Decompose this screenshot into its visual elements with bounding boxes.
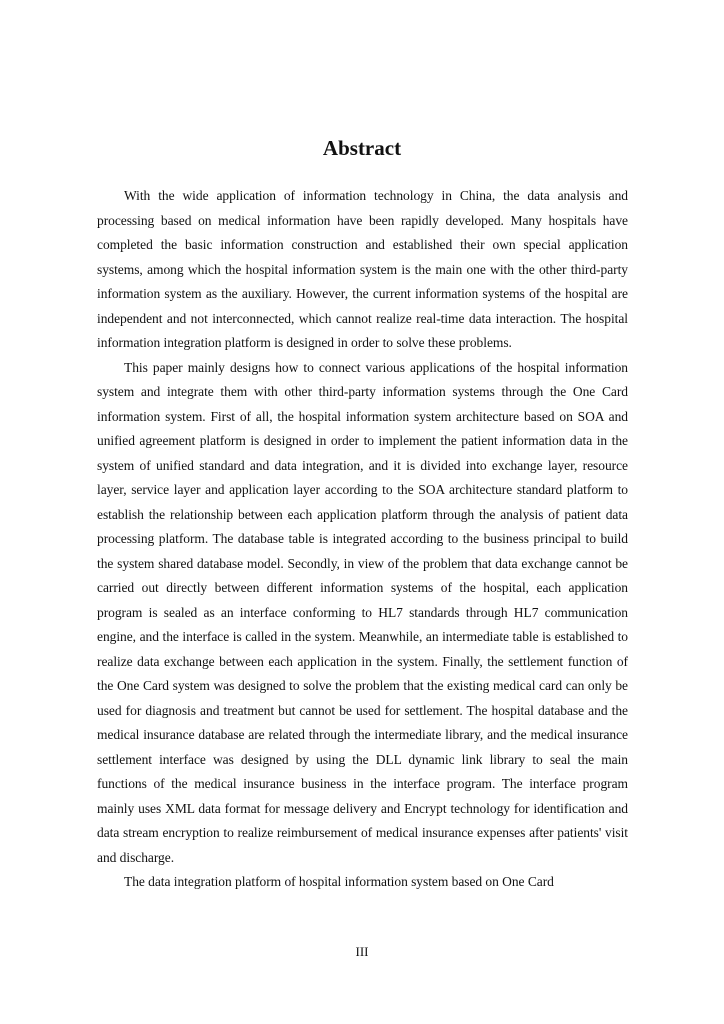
- page-number: III: [355, 944, 369, 959]
- abstract-paragraph-1: With the wide application of information technology in China, the data analysis and processing based on medical information have been rapidly developed. Many hospitals have completed the basic information construction and established their own special application systems, among which the hospital information system is the main one with the other third-party information system as the auxiliary. However, the current information systems of the hospital are independent and not interconnected, which cannot realize real-time data interaction. The hospital information integration platform is designed in order to solve these problems.: [97, 188, 628, 350]
- abstract-paragraph-2: This paper mainly designs how to connect various applications of the hospital information system and integrate them with other third-party information systems through the One Card information system. First of all, the hospital information system architecture based on SOA and unified agreement platform is designed in order to implement the patient information data in the system of unified standard and data integration, and it is divided into exchange layer, resource layer, service layer and application layer according to the SOA architecture standard platform to establish the relationship between each application platform through the analysis of patient data processing platform. The database table is integrated according to the business principal to build the system shared database model. Secondly, in view of the problem that data exchange cannot be carried out directly between different information systems of the hospital, each application program is sealed as an interface conforming to HL7 standards through HL7 communication engine, and the interface is called in the system. Meanwhile, an intermediate table is established to realize data exchange between each application in the system. Finally, the settlement function of the One Card system was designed to solve the problem that the existing medical card can only be used for diagnosis and treatment but cannot be used for settlement. The hospital database and the medical insurance database are related through the intermediate library, and the medical insurance settlement interface was designed by using the DLL dynamic link library to seal the main functions of the medical insurance business in the interface program. The interface program mainly uses XML data format for message delivery and Encrypt technology for identification and data stream encryption to realize reimbursement of medical insurance expenses after patients' visit and discharge.: [97, 359, 628, 865]
- page-title: Abstract: [322, 136, 402, 160]
- abstract-paragraph-3: The data integration platform of hospital information system based on One Card: [124, 874, 554, 889]
- abstract-body: [97, 184, 628, 895]
